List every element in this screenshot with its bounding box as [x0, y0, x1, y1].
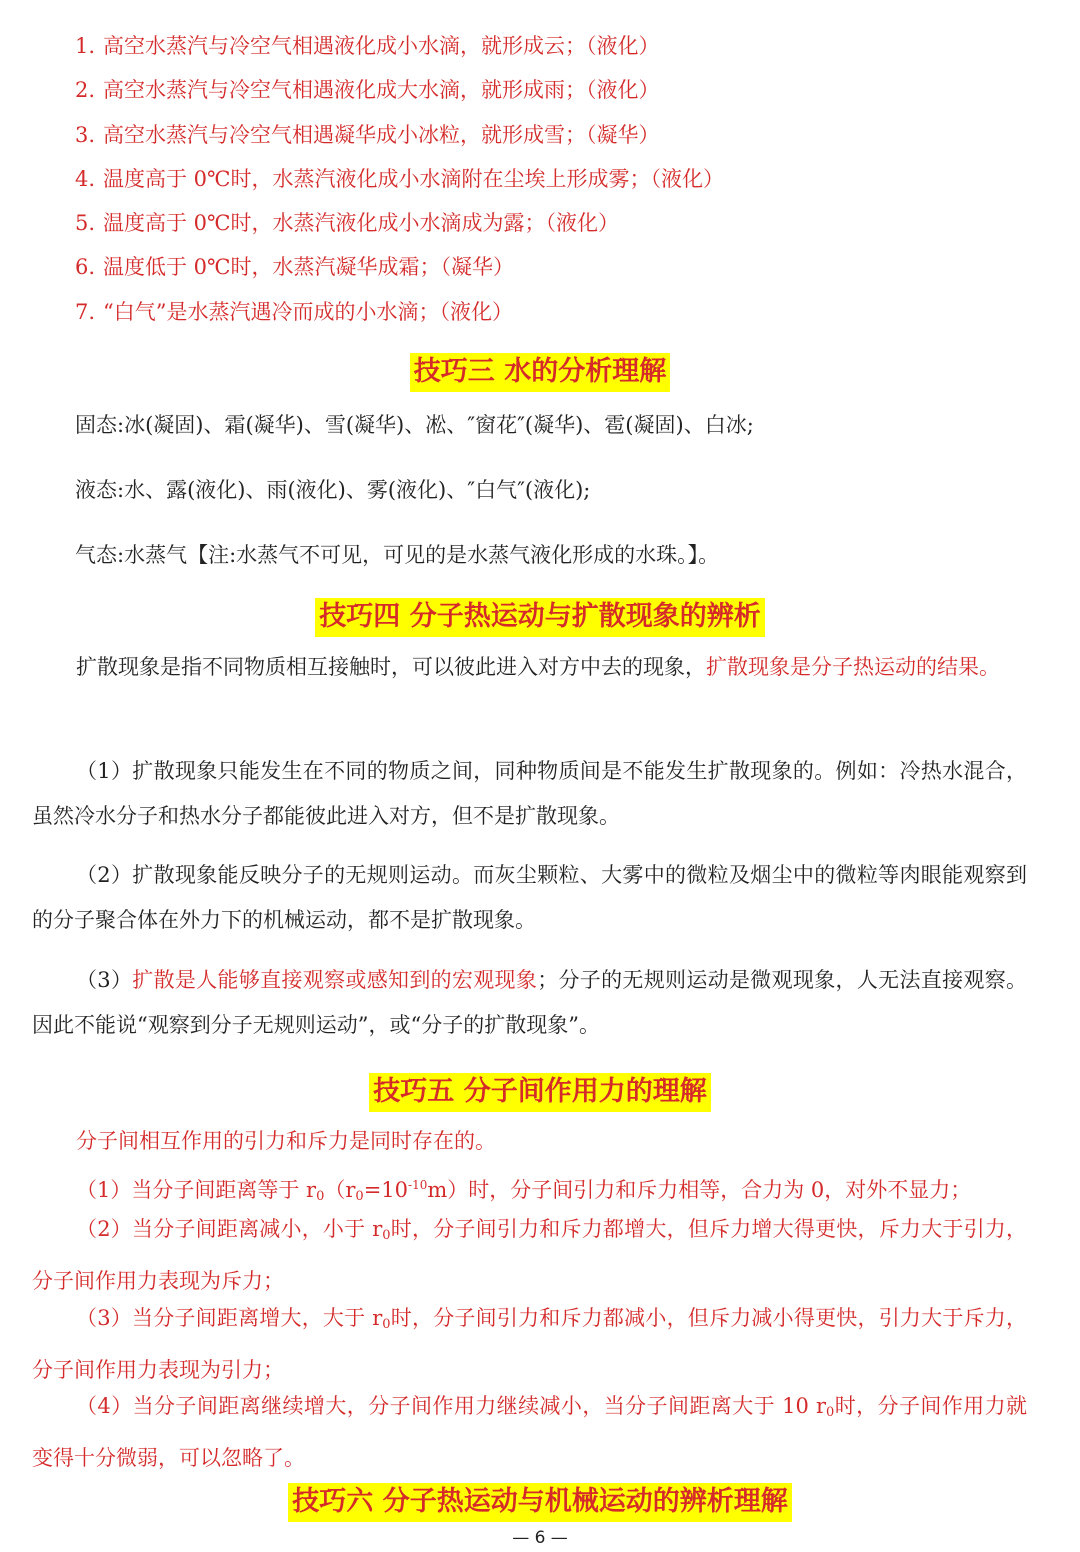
list-item: [75, 24, 1055, 68]
force-point-1-c: =10: [363, 1178, 409, 1202]
list-item-text: 温度高于 0℃时，水蒸汽液化成小水滴成为露；（液化）: [103, 211, 620, 236]
diffusion-point-2: （2）扩散现象能反映分子的无规则运动。而灰尘颗粒、大雾中的微粒及烟尘中的微粒等肉眼能观察到的分子聚合体在外力下的机械运动，都不是扩散现象。: [32, 863, 1027, 932]
list-item-text: 高空水蒸汽与冷空气相遇凝华成小冰粒，就形成雪；（凝华）: [103, 122, 660, 147]
diffusion-intro-text: 扩散现象是指不同物质相互接触时，可以彼此进入对方中去的现象，: [76, 655, 706, 679]
subscript: 0: [355, 1189, 364, 1204]
list-item: [75, 245, 1055, 289]
list-item-text: 温度高于 0℃时，水蒸汽液化成小水滴附在尘埃上形成雾；（液化）: [103, 166, 725, 191]
subscript: 0: [316, 1189, 325, 1204]
force-point-4-a: （4）当分子间距离继续增大，分子间作用力继续减小，当分子间距离大于 10 r: [76, 1394, 826, 1418]
gas-state-prefix: 气态:水蒸气: [75, 543, 188, 567]
force-point-1-d: m）时，分子间引力和斥力相等，合力为 0，对外不显力；: [427, 1178, 972, 1202]
diffusion-intro: [32, 645, 1027, 690]
superscript: -10: [408, 1178, 428, 1192]
list-item-number: 3.: [75, 122, 96, 147]
subscript: 0: [382, 1228, 391, 1243]
section6-heading: [0, 1479, 1080, 1518]
section4-heading: [0, 594, 1080, 633]
force-point-3-b: 时，分子间引力和斥力都减小，但斥力减小得更快，引力大于斥力，分子间作用力表现为引力；: [32, 1306, 1028, 1382]
gas-state-suffix: 。: [698, 543, 720, 567]
gas-state-note: 【注:水蒸气不可见，可见的是水蒸气液化形成的水珠。】: [187, 543, 699, 567]
subscript: 0: [382, 1317, 391, 1332]
list-item-number: 5.: [75, 211, 96, 236]
list-item-number: 4.: [75, 166, 96, 191]
section4-title: 技巧四 分子热运动与扩散现象的辨析: [315, 598, 764, 637]
force-point-1-b: （r: [324, 1178, 356, 1202]
section5-title: 技巧五 分子间作用力的理解: [369, 1073, 710, 1112]
list-item-text: 高空水蒸汽与冷空气相遇液化成小水滴，就形成云；（液化）: [103, 34, 660, 58]
force-point-4: [32, 1384, 1027, 1480]
force-point-1-a: （1）当分子间距离等于 r: [76, 1178, 317, 1202]
solid-state-line: 固态:冰(凝固)、霜(凝华)、雪(凝华)、凇、″窗花″(凝华)、雹(凝固)、白冰;: [75, 413, 754, 437]
diffusion-point-3-highlight: 扩散是人能够直接观察或感知到的宏观现象: [132, 968, 538, 992]
subscript: 0: [826, 1405, 835, 1420]
list-item-text: 温度低于 0℃时，水蒸汽凝华成霜；（凝华）: [103, 255, 515, 280]
force-point-3-a: （3）当分子间距离增大，大于 r: [76, 1306, 383, 1330]
gas-state-line: [75, 540, 719, 570]
force-point-2-a: （2）当分子间距离减小，小于 r: [76, 1217, 383, 1241]
diffusion-point-3-text: ；分子的无规则运动是微观现象，人无法直接观察。因此不能说“观察到分子无规则运动”，或“分子的扩散现象”。: [32, 968, 1027, 1037]
force-point-2: [32, 1207, 1027, 1303]
list-item: [75, 201, 1055, 245]
list-item-text: 高空水蒸汽与冷空气相遇液化成大水滴，就形成雨；（液化）: [103, 78, 660, 103]
list-item: [75, 290, 1055, 334]
phenomena-list: [75, 24, 1055, 334]
page-number: — 6 —: [512, 1528, 568, 1548]
list-item-text: “白气”是水蒸汽遇冷而成的小水滴；（液化）: [103, 299, 513, 324]
liquid-state-line: 液态:水、露(液化)、雨(液化)、雾(液化)、″白气″(液化);: [75, 478, 591, 502]
list-item: [75, 113, 1055, 157]
diffusion-point-3-number: （3）: [76, 968, 133, 992]
section5-heading: [0, 1069, 1080, 1108]
list-item-number: 1.: [75, 34, 96, 58]
list-item-number: 2.: [75, 78, 96, 103]
force-point-3: [32, 1296, 1027, 1392]
section3-heading: [0, 349, 1080, 388]
section6-title: 技巧六 分子热运动与机械运动的辨析理解: [288, 1483, 791, 1522]
diffusion-point-3: [32, 958, 1027, 1047]
list-item: [75, 68, 1055, 112]
list-item-number: 7.: [75, 299, 96, 324]
section3-title: 技巧三 水的分析理解: [410, 353, 670, 392]
force-intro: 分子间相互作用的引力和斥力是同时存在的。: [76, 1129, 496, 1153]
list-item-number: 6.: [75, 255, 96, 280]
force-point-4-b: 时，分子间作用力就变得十分微弱，可以忽略了。: [32, 1394, 1028, 1470]
diffusion-point-1: （1）扩散现象只能发生在不同的物质之间，同种物质间是不能发生扩散现象的。例如：冷热水混合，虽然冷水分子和热水分子都能彼此进入对方，但不是扩散现象。: [32, 759, 1027, 828]
force-point-2-b: 时，分子间引力和斥力都增大，但斥力增大得更快，斥力大于引力，分子间作用力表现为斥力；: [32, 1217, 1028, 1293]
diffusion-intro-highlight: 扩散现象是分子热运动的结果。: [706, 655, 1000, 679]
list-item: [75, 157, 1055, 201]
